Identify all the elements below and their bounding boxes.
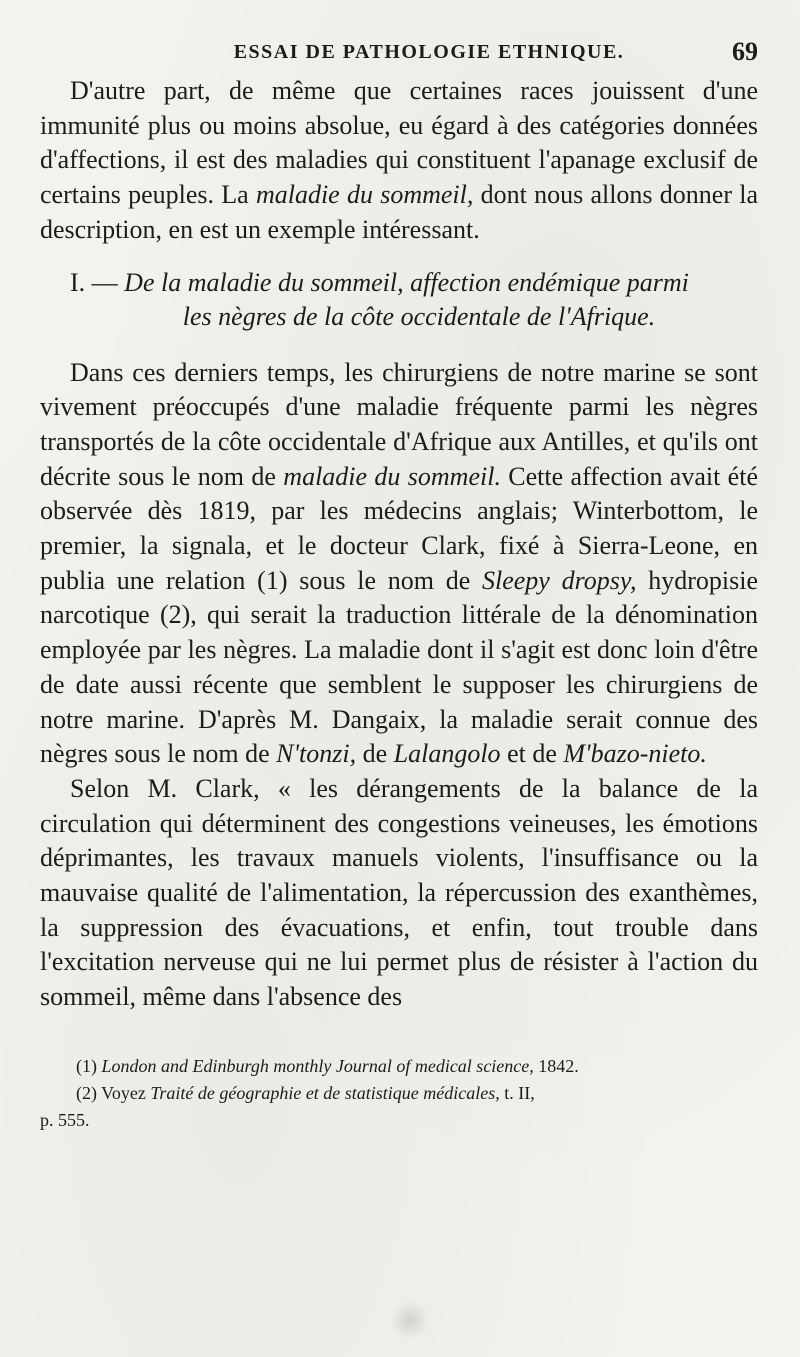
footnote-text: 1842.: [533, 1055, 579, 1076]
text-run: Dans ces derniers temps, les chirurgiens de notre marine se sont vivement préoccupés d'une maladie fréquente parmi les nègres transportés de la côte occidentale d'Afrique aux Antilles, et qu'ils ont décrite sous le nom de: [40, 357, 758, 491]
text-run: D'autre part, de même que certaines races jouissent d'une immunité plus ou moins absolue, eu égard à des catégories données d'affections, il est des maladies qui constituent l'apanage exclusif de certains peuples. La: [40, 76, 758, 210]
footnote-1: [40, 1053, 758, 1080]
footnotes: [40, 1053, 758, 1134]
footnote-marker: (2) Voyez: [76, 1082, 146, 1103]
text-run: dont nous allons donner la description, en est un exemple intéressant.: [40, 180, 759, 244]
footnote-title: London and Edinburgh monthly Journal of medical science,: [101, 1055, 534, 1076]
footnote-title: Traité de géographie et de statistique médicales,: [150, 1082, 500, 1103]
italic-term: Lalangolo: [393, 739, 501, 769]
section-title-part2: les nègres de la côte occidentale de l'Afrique.: [182, 301, 656, 331]
section-number: I. —: [70, 267, 118, 297]
section-title-part1: De la maladie du sommeil, affection endémique parmi: [124, 267, 689, 297]
footnote-2-continuation: p. 555.: [40, 1109, 90, 1130]
main-text: [40, 74, 758, 1015]
italic-term: maladie du sommeil.: [283, 461, 501, 491]
footnote-text: t. II,: [499, 1082, 535, 1103]
text-run: Cette affection avait été observée dès 1819, par les médecins anglais; Winterbottom, le premier, la signala, et le docteur Clark, fixé à Sierra-Leone, en publia une relation (1) sous le nom de: [40, 461, 758, 595]
ink-smudge: [390, 1300, 430, 1340]
text-run: et de: [500, 739, 564, 769]
running-title: ESSAI DE PATHOLOGIE ETHNIQUE.: [233, 41, 625, 63]
section-heading: [40, 266, 758, 334]
text-run: hydropisie narcotique (2), qui serait la traduction littérale de la dénomination employée par les nègres. La maladie dont il s'agit est donc loin d'être de date aussi récente que semblent le supposer les chirurgiens de notre marine. D'après M. Dangaix, la maladie serait connue des nègres sous le nom de: [40, 565, 758, 769]
italic-term: N'tonzi,: [276, 739, 357, 769]
intro-paragraph: [40, 74, 758, 248]
footnote-2: [40, 1080, 758, 1107]
section-heading-line1: [40, 266, 758, 300]
running-header: [40, 30, 758, 74]
italic-term: maladie du sommeil,: [255, 180, 474, 210]
footnote-marker: (1): [76, 1055, 97, 1076]
text-run: de: [356, 739, 394, 769]
paragraph-1: [40, 356, 758, 772]
paragraph-2: Selon M. Clark, « les dérangements de la balance de la circulation qui déterminent des congestions veineuses, les émotions déprimantes, les travaux manuels violents, l'insuffisance ou la mauvaise qualité de l'alimentation, la répercussion des exanthèmes, la suppression des évacuations, et enfin, tout trouble dans l'excitation nerveuse qui ne lui permet plus de résister à l'action du sommeil, même dans l'absence des: [40, 773, 758, 1012]
italic-term: M'bazo-nieto.: [563, 739, 707, 769]
italic-term: Sleepy dropsy,: [482, 565, 637, 595]
page-number: 69: [732, 37, 758, 66]
